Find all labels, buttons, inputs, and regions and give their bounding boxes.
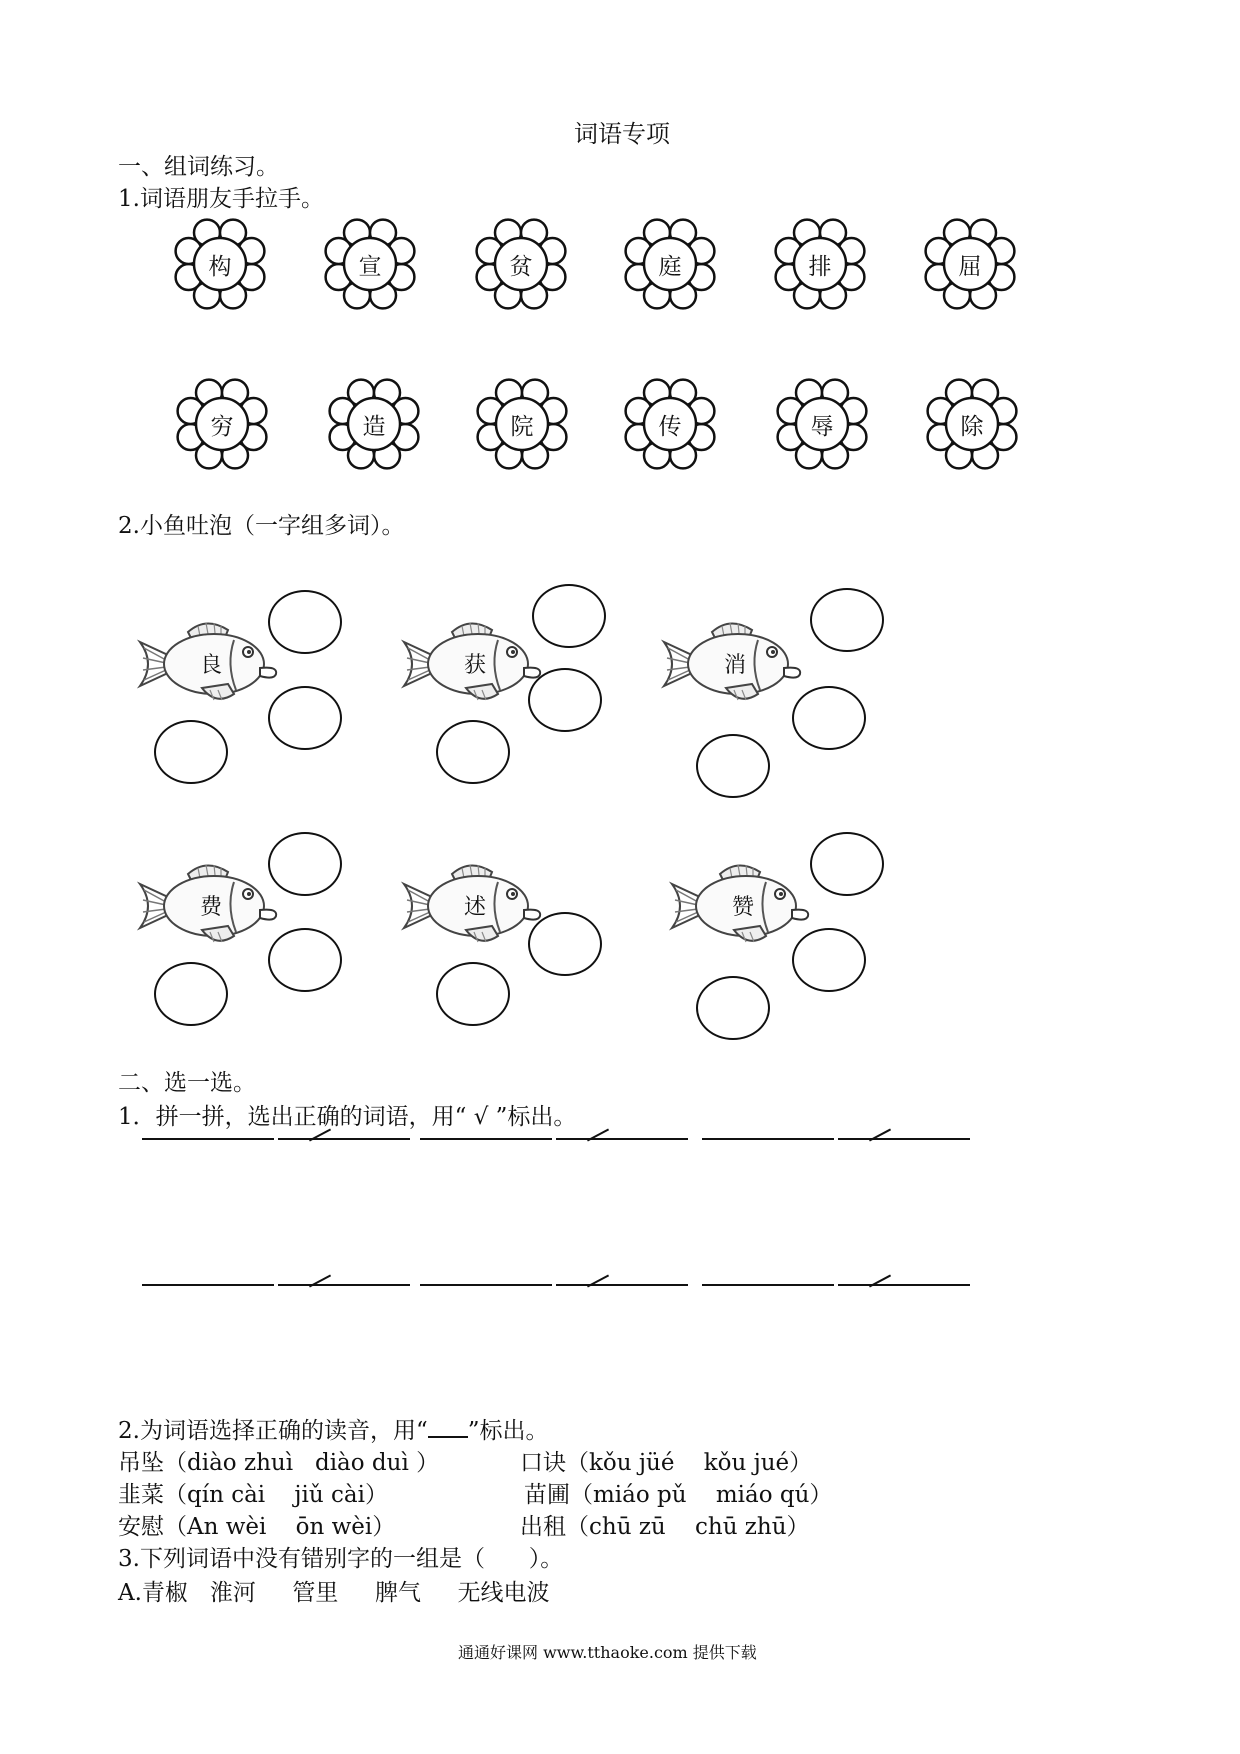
- section1-heading: 一、组词练习。: [118, 154, 279, 180]
- fish-char: 获: [463, 652, 486, 678]
- answer-line[interactable]: [556, 1138, 688, 1140]
- flower-char: 院: [510, 413, 534, 440]
- answer-line[interactable]: [278, 1138, 410, 1140]
- flower: [774, 376, 870, 472]
- answer-line[interactable]: [278, 1284, 410, 1286]
- answer-bubble[interactable]: [528, 912, 602, 976]
- q2-label: 2.小鱼吐泡（一字组多词）。: [118, 513, 405, 539]
- fish: [660, 614, 810, 714]
- answer-bubble[interactable]: [696, 976, 770, 1040]
- typo-question-label: 3.下列词语中没有错别字的一组是（ ）。: [118, 1546, 564, 1572]
- section2-heading: 二、选一选。: [118, 1070, 256, 1096]
- pinyin-choice-label: 1．拼一拼，选出正确的词语，用“ √ ”标出。: [118, 1104, 577, 1130]
- flower-char: 穷: [210, 413, 234, 440]
- fish-char: 良: [199, 652, 222, 678]
- flower: [322, 216, 418, 312]
- answer-bubble[interactable]: [436, 962, 510, 1026]
- pron-item-3b: 出租（chū zū chū zhū）: [520, 1514, 810, 1540]
- fish: [136, 614, 286, 714]
- flower-char: 庭: [658, 253, 682, 280]
- flower: [174, 376, 270, 472]
- answer-bubble[interactable]: [528, 668, 602, 732]
- pronunciation-question-label: 2.为词语选择正确的读音，用“ ”标出。: [118, 1418, 549, 1444]
- flower-char: 造: [362, 413, 386, 440]
- answer-line[interactable]: [420, 1284, 552, 1286]
- flower-char: 构: [208, 253, 232, 280]
- pron-item-1a: 吊坠（diào zhuì diào duì ）: [118, 1450, 440, 1476]
- fish-char: 述: [463, 894, 486, 920]
- flower-char: 宣: [358, 253, 382, 280]
- pron-item-2a: 韭菜（qín cài jiǔ cài）: [118, 1482, 388, 1508]
- flower: [622, 216, 718, 312]
- answer-bubble[interactable]: [810, 832, 884, 896]
- flower-char: 屈: [958, 253, 982, 280]
- flower: [922, 216, 1018, 312]
- flower-char: 传: [658, 413, 682, 440]
- fish-char: 消: [723, 652, 746, 678]
- q1-label: 1.词语朋友手拉手。: [118, 186, 324, 212]
- typo-option-a: A.青椒 淮河 管里 脾气 无线电波: [118, 1580, 550, 1606]
- flower-char: 辱: [810, 413, 834, 440]
- answer-line[interactable]: [420, 1138, 552, 1140]
- answer-line[interactable]: [142, 1138, 274, 1140]
- answer-bubble[interactable]: [268, 686, 342, 750]
- pron-item-3a: 安慰（An wèi ōn wèi）: [118, 1514, 396, 1540]
- flower-char: 贫: [509, 253, 533, 280]
- answer-line[interactable]: [702, 1138, 834, 1140]
- flower-char: 除: [960, 413, 984, 440]
- flower: [473, 216, 569, 312]
- flower-char: 排: [808, 253, 832, 280]
- fish-char: 费: [199, 894, 222, 920]
- answer-bubble[interactable]: [532, 584, 606, 648]
- flower: [326, 376, 422, 472]
- answer-line[interactable]: [702, 1284, 834, 1286]
- answer-bubble[interactable]: [696, 734, 770, 798]
- answer-bubble[interactable]: [268, 590, 342, 654]
- flower: [172, 216, 268, 312]
- flower: [924, 376, 1020, 472]
- flower: [772, 216, 868, 312]
- fish-char: 赞: [731, 894, 754, 920]
- answer-bubble[interactable]: [268, 832, 342, 896]
- answer-line[interactable]: [838, 1284, 970, 1286]
- answer-bubble[interactable]: [792, 686, 866, 750]
- pron-item-1b: 口诀（kǒu jüé kǒu jué）: [520, 1450, 813, 1476]
- page-title: 词语专项: [574, 120, 670, 148]
- answer-line[interactable]: [838, 1138, 970, 1140]
- fish: [136, 856, 286, 956]
- answer-bubble[interactable]: [792, 928, 866, 992]
- answer-bubble[interactable]: [154, 720, 228, 784]
- footer-text: 通通好课网 www.tthaoke.com 提供下载: [458, 1643, 757, 1662]
- flower: [474, 376, 570, 472]
- answer-bubble[interactable]: [268, 928, 342, 992]
- fish: [668, 856, 818, 956]
- answer-line[interactable]: [142, 1284, 274, 1286]
- flower: [622, 376, 718, 472]
- answer-bubble[interactable]: [436, 720, 510, 784]
- pron-item-2b: 苗圃（miáo pǔ miáo qú）: [524, 1482, 833, 1508]
- answer-line[interactable]: [556, 1284, 688, 1286]
- answer-bubble[interactable]: [810, 588, 884, 652]
- underline-mark: [428, 1418, 468, 1438]
- answer-bubble[interactable]: [154, 962, 228, 1026]
